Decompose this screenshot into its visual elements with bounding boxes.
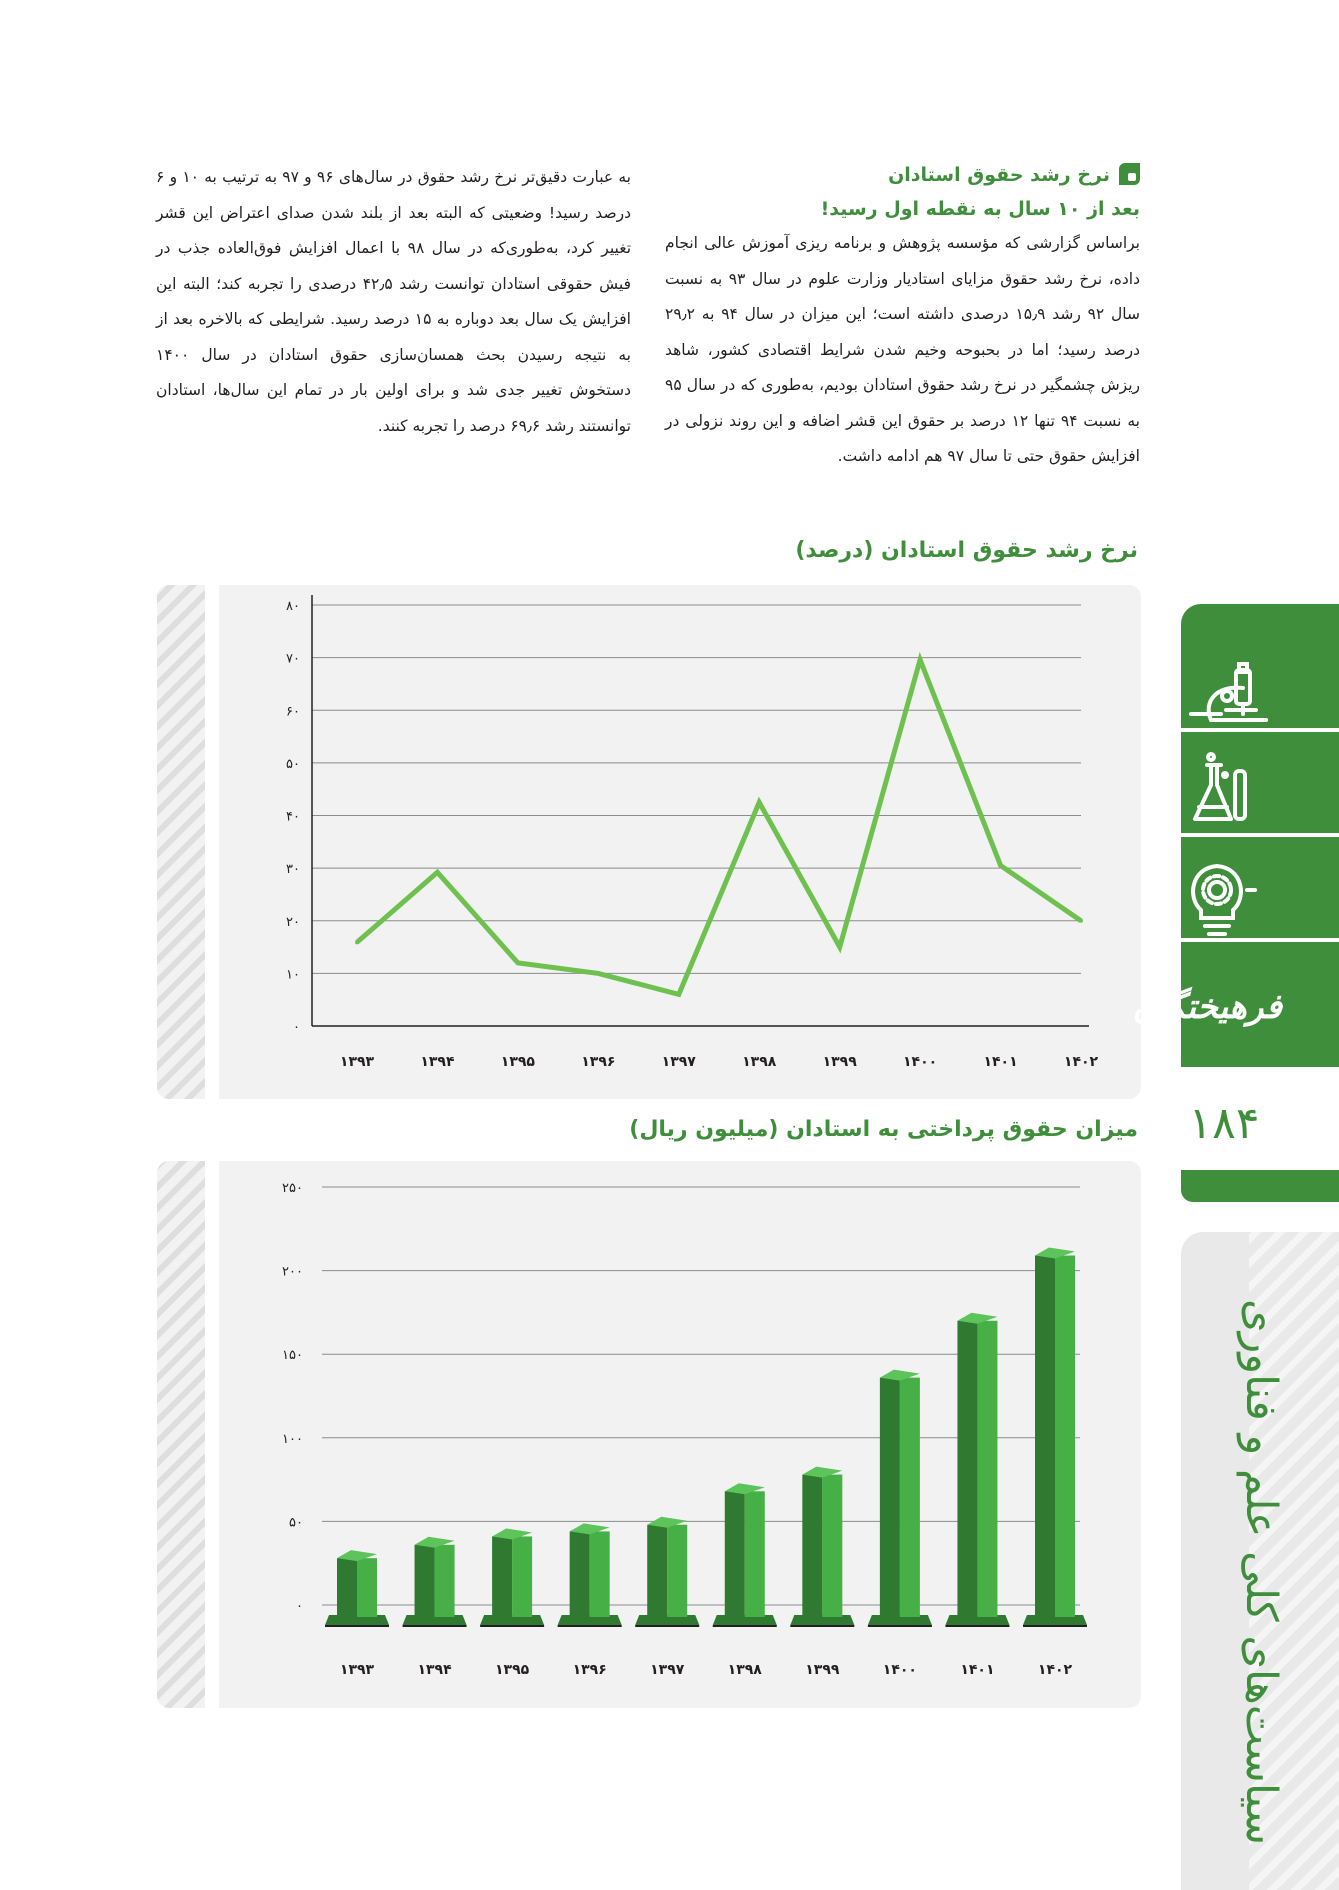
microscope-icon	[1181, 640, 1339, 732]
y-tick-label: ۴۰	[286, 809, 300, 825]
x-tick-label: ۱۳۹۵	[500, 1054, 535, 1070]
bar-chart-panel	[157, 1161, 1141, 1708]
data-point	[838, 945, 842, 949]
bar-side	[570, 1531, 590, 1617]
y-tick-label: ۶۰	[286, 704, 300, 720]
article-right-column	[665, 158, 1140, 475]
y-tick-label: ۵۰	[289, 1515, 303, 1531]
section-bullet-icon	[1119, 163, 1140, 185]
data-point	[435, 870, 439, 874]
x-tick-label: ۱۳۹۷	[661, 1054, 696, 1070]
bar-front	[512, 1536, 532, 1617]
bar-chart-title: میزان حقوق پرداختی به استادان (میلیون ریال)	[629, 1117, 1138, 1142]
x-tick-label: ۱۴۰۰	[882, 1662, 917, 1678]
data-point	[355, 940, 359, 944]
bar-front	[590, 1531, 610, 1617]
sidebar-book-title-panel	[1181, 1232, 1339, 1890]
line-chart-title: نرخ رشد حقوق استادان (درصد)	[795, 538, 1138, 563]
x-tick-label: ۱۳۹۳	[339, 1662, 375, 1678]
page-number: ۱۸۴	[1188, 1098, 1260, 1149]
x-tick-label: ۱۳۹۷	[650, 1662, 685, 1678]
x-tick-label: ۱۴۰۲	[1037, 1662, 1073, 1678]
data-point	[516, 961, 520, 965]
bar-front	[1055, 1256, 1075, 1617]
sidebar-icon-microscope	[1181, 640, 1339, 732]
data-point	[918, 658, 922, 662]
sidebar-icon-lab	[1181, 745, 1339, 837]
publication-logo: فرهیختگان	[1132, 987, 1282, 1027]
y-tick-label: ۰	[296, 1599, 303, 1614]
x-tick-label: ۱۳۹۹	[822, 1054, 857, 1070]
bar-front	[435, 1545, 455, 1617]
y-tick-label: ۱۵۰	[282, 1348, 303, 1364]
sidebar-icon-idea	[1181, 850, 1339, 942]
data-point	[999, 863, 1003, 867]
bar	[558, 1523, 622, 1626]
y-tick-label: ۳۰	[286, 862, 300, 878]
bar-side	[647, 1525, 667, 1617]
bar	[403, 1537, 467, 1626]
bar-chart	[157, 1161, 1141, 1708]
bar	[790, 1467, 854, 1626]
y-tick-label: ۲۵۰	[282, 1181, 303, 1196]
y-tick-label: ۱۰۰	[282, 1431, 303, 1447]
x-tick-label: ۱۳۹۶	[572, 1662, 607, 1678]
y-tick-label: ۵۰	[286, 756, 300, 772]
x-tick-label: ۱۳۹۸	[742, 1054, 777, 1070]
x-tick-label: ۱۳۹۹	[805, 1662, 840, 1678]
y-tick-label: ۰	[293, 1020, 300, 1035]
y-tick-label: ۲۰	[286, 914, 300, 930]
bar	[480, 1528, 544, 1626]
book-title: سیاست‌های کلی علم و فناوری	[1236, 1298, 1286, 1846]
data-point	[1079, 919, 1083, 923]
right-paragraph: براساس گزارشی که مؤسسه پژوهش و برنامه ریزی آموزش عالی انجام داده، نرخ رشد حقوق مزایای استادیار وزارت علوم در سال ۹۳ به نسبت سال ۹۲ رشد ۱۵٫۹ درصدی داشته است؛ این میزان در سال ۹۴ به ۲۹٫۲ درصد رسید؛ اما در بحبوحه وخیم شدن شرایط اقتصادی کشور، شاهد ریزش چشمگیر در نرخ رشد حقوق استادان بودیم، به‌طوری که در سال ۹۵ به نسبت ۹۴ تنها ۱۲ درصد بر حقوق این قشر اضافه و این روند نزولی در افزایش حقوق حتی تا سال ۹۷ هم ادامه داشت.	[665, 234, 1141, 465]
x-tick-label: ۱۳۹۶	[581, 1054, 616, 1070]
line-chart-panel	[157, 585, 1141, 1099]
x-tick-label: ۱۳۹۴	[417, 1662, 452, 1678]
x-tick-label: ۱۴۰۱	[960, 1662, 995, 1678]
bar-front	[900, 1378, 920, 1617]
bar-front	[822, 1475, 842, 1617]
bar-side	[415, 1545, 435, 1617]
bar	[1023, 1248, 1087, 1626]
bar-side	[957, 1321, 977, 1617]
y-tick-label: ۲۰۰	[282, 1264, 303, 1280]
bar-front	[357, 1558, 377, 1617]
bar-side	[725, 1491, 745, 1617]
section-subtitle: بعد از ۱۰ سال به نقطه اول رسید!	[820, 198, 1140, 220]
bar-side	[1035, 1256, 1055, 1617]
x-tick-label: ۱۴۰۱	[983, 1054, 1018, 1070]
y-tick-label: ۱۰	[286, 967, 300, 983]
bar-front	[977, 1321, 997, 1617]
bar-side	[492, 1536, 512, 1617]
x-tick-label: ۱۳۹۸	[727, 1662, 762, 1678]
left-paragraph: به عبارت دقیق‌تر نرخ رشد حقوق در سال‌های ۹۶ و ۹۷ به ترتیب به ۱۰ و ۶ درصد رسید! وضعیتی که البته بعد از بلند شدن صدای اعتراض این قشر تغییر کرد، به‌طوری‌که در سال ۹۸ با اعمال افزایش فوق‌العاده جذب در فیش حقوقی استادان توانست رشد ۴۲٫۵ درصدی را تجربه کند؛ البته این افزایش یک سال بعد دوباره به ۱۵ درصد رسید. شرایطی که بالاخره بعد از به نتیجه رسیدن بحث همسان‌سازی حقوق استادان در سال ۱۴۰۰ دستخوش تغییر جدی شد و برای اولین بار در تمام این سال‌ها، استادان توانستند رشد ۶۹٫۶ درصد را تجربه کنند.	[156, 168, 632, 435]
bar-front	[745, 1491, 765, 1617]
bar-side	[337, 1558, 357, 1617]
bar	[945, 1313, 1009, 1626]
data-point	[757, 800, 761, 804]
bar-side	[880, 1378, 900, 1617]
bar	[635, 1517, 699, 1626]
x-tick-label: ۱۳۹۴	[420, 1054, 455, 1070]
y-tick-label: ۸۰	[286, 599, 300, 614]
bar-side	[802, 1475, 822, 1617]
x-tick-label: ۱۳۹۳	[339, 1054, 375, 1070]
lab-flask-icon	[1181, 745, 1339, 837]
page-number-tab	[1181, 1170, 1339, 1202]
x-tick-label: ۱۴۰۲	[1063, 1054, 1099, 1070]
section-title: نرخ رشد حقوق استادان	[665, 158, 1140, 192]
x-tick-label: ۱۴۰۰	[903, 1054, 938, 1070]
data-point	[596, 971, 600, 975]
bar-front	[667, 1525, 687, 1617]
data-point	[677, 992, 681, 996]
x-tick-label: ۱۳۹۵	[495, 1662, 530, 1678]
line-chart	[157, 585, 1141, 1099]
y-tick-label: ۷۰	[286, 651, 300, 667]
bar	[325, 1550, 389, 1626]
lightbulb-gear-icon	[1181, 850, 1339, 942]
bar	[868, 1370, 932, 1626]
